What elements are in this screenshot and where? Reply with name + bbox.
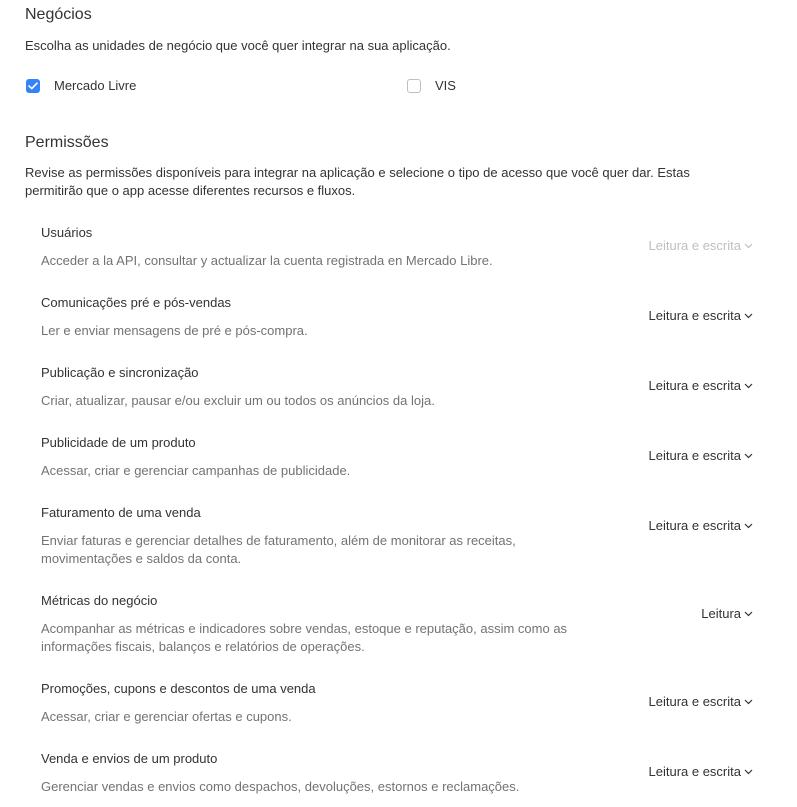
permission-item-faturamento <box>41 505 753 573</box>
permission-item-metricas <box>41 593 753 661</box>
permission-description: Criar, atualizar, pausar e/ou excluir um ou todos os anúncios da loja. <box>41 393 435 408</box>
permission-item-promocoes <box>41 681 753 731</box>
access-select-value: Leitura e escrita <box>648 764 741 779</box>
access-select-value: Leitura e escrita <box>648 378 741 393</box>
permission-title: Venda e envios de um produto <box>41 751 218 766</box>
permission-description: Ler e enviar mensagens de pré e pós-compra. <box>41 323 308 338</box>
access-select[interactable] <box>649 378 754 393</box>
chevron-down-icon <box>744 523 753 529</box>
access-select-value: Leitura e escrita <box>648 238 741 253</box>
permission-item-comunicacoes <box>41 295 753 345</box>
permission-title: Comunicações pré e pós-vendas <box>41 295 232 310</box>
permission-title: Faturamento de uma venda <box>41 505 201 520</box>
access-select[interactable] <box>649 308 754 323</box>
access-select[interactable] <box>649 694 754 709</box>
permission-item-usuarios <box>41 225 753 275</box>
access-select[interactable] <box>701 606 753 621</box>
access-select-value: Leitura e escrita <box>648 518 741 533</box>
access-select[interactable] <box>649 518 754 533</box>
business-unit-vis[interactable] <box>407 78 456 93</box>
access-select-value: Leitura <box>701 606 741 621</box>
checkbox-checked[interactable] <box>26 79 40 93</box>
business-unit-label: VIS <box>435 78 456 93</box>
checkbox-unchecked[interactable] <box>407 79 421 93</box>
permission-title: Promoções, cupons e descontos de uma venda <box>41 681 316 696</box>
permission-description: Acessar, criar e gerenciar ofertas e cupons. <box>41 709 292 724</box>
permission-title: Usuários <box>41 225 93 240</box>
chevron-down-icon <box>744 313 753 319</box>
permissions-description: Revise as permissões disponíveis para integrar na aplicação e selecione o tipo de acesso que você quer dar. Estas permitirão que o app acesse diferentes recursos e fluxos. <box>25 165 690 198</box>
business-unit-label: Mercado Livre <box>54 78 137 93</box>
permission-title: Publicação e sincronização <box>41 365 199 380</box>
chevron-down-icon <box>744 453 753 459</box>
permissions-title: Permissões <box>25 134 109 151</box>
permission-description: Acessar, criar e gerenciar campanhas de publicidade. <box>41 463 351 478</box>
permission-title: Métricas do negócio <box>41 593 158 608</box>
chevron-down-icon <box>744 699 753 705</box>
chevron-down-icon <box>744 243 753 249</box>
access-select-disabled <box>649 238 754 253</box>
permission-item-vendas-envios <box>41 751 753 801</box>
chevron-down-icon <box>744 769 753 775</box>
permission-description: Enviar faturas e gerenciar detalhes de faturamento, além de monitorar as receitas, movimentações e saldos da conta. <box>41 533 516 566</box>
permission-description: Gerenciar vendas e envios como despachos, devoluções, estornos e reclamações. <box>41 779 520 794</box>
access-select[interactable] <box>649 764 754 779</box>
permission-description: Acceder a la API, consultar y actualizar la cuenta registrada en Mercado Libre. <box>41 253 493 268</box>
access-select[interactable] <box>649 448 754 463</box>
access-select-value: Leitura e escrita <box>648 308 741 323</box>
permission-description: Acompanhar as métricas e indicadores sobre vendas, estoque e reputação, assim como as informações fiscais, balanços e relatórios de operações. <box>41 621 568 654</box>
business-unit-mercado-livre[interactable] <box>26 78 136 93</box>
check-icon <box>28 82 38 90</box>
permission-item-publicacao <box>41 365 753 415</box>
chevron-down-icon <box>744 611 753 617</box>
chevron-down-icon <box>744 383 753 389</box>
permission-title: Publicidade de um produto <box>41 435 196 450</box>
business-title: Negócios <box>25 6 92 23</box>
access-select-value: Leitura e escrita <box>648 694 741 709</box>
permission-item-publicidade <box>41 435 753 485</box>
access-select-value: Leitura e escrita <box>648 448 741 463</box>
business-description: Escolha as unidades de negócio que você quer integrar na sua aplicação. <box>25 38 451 53</box>
